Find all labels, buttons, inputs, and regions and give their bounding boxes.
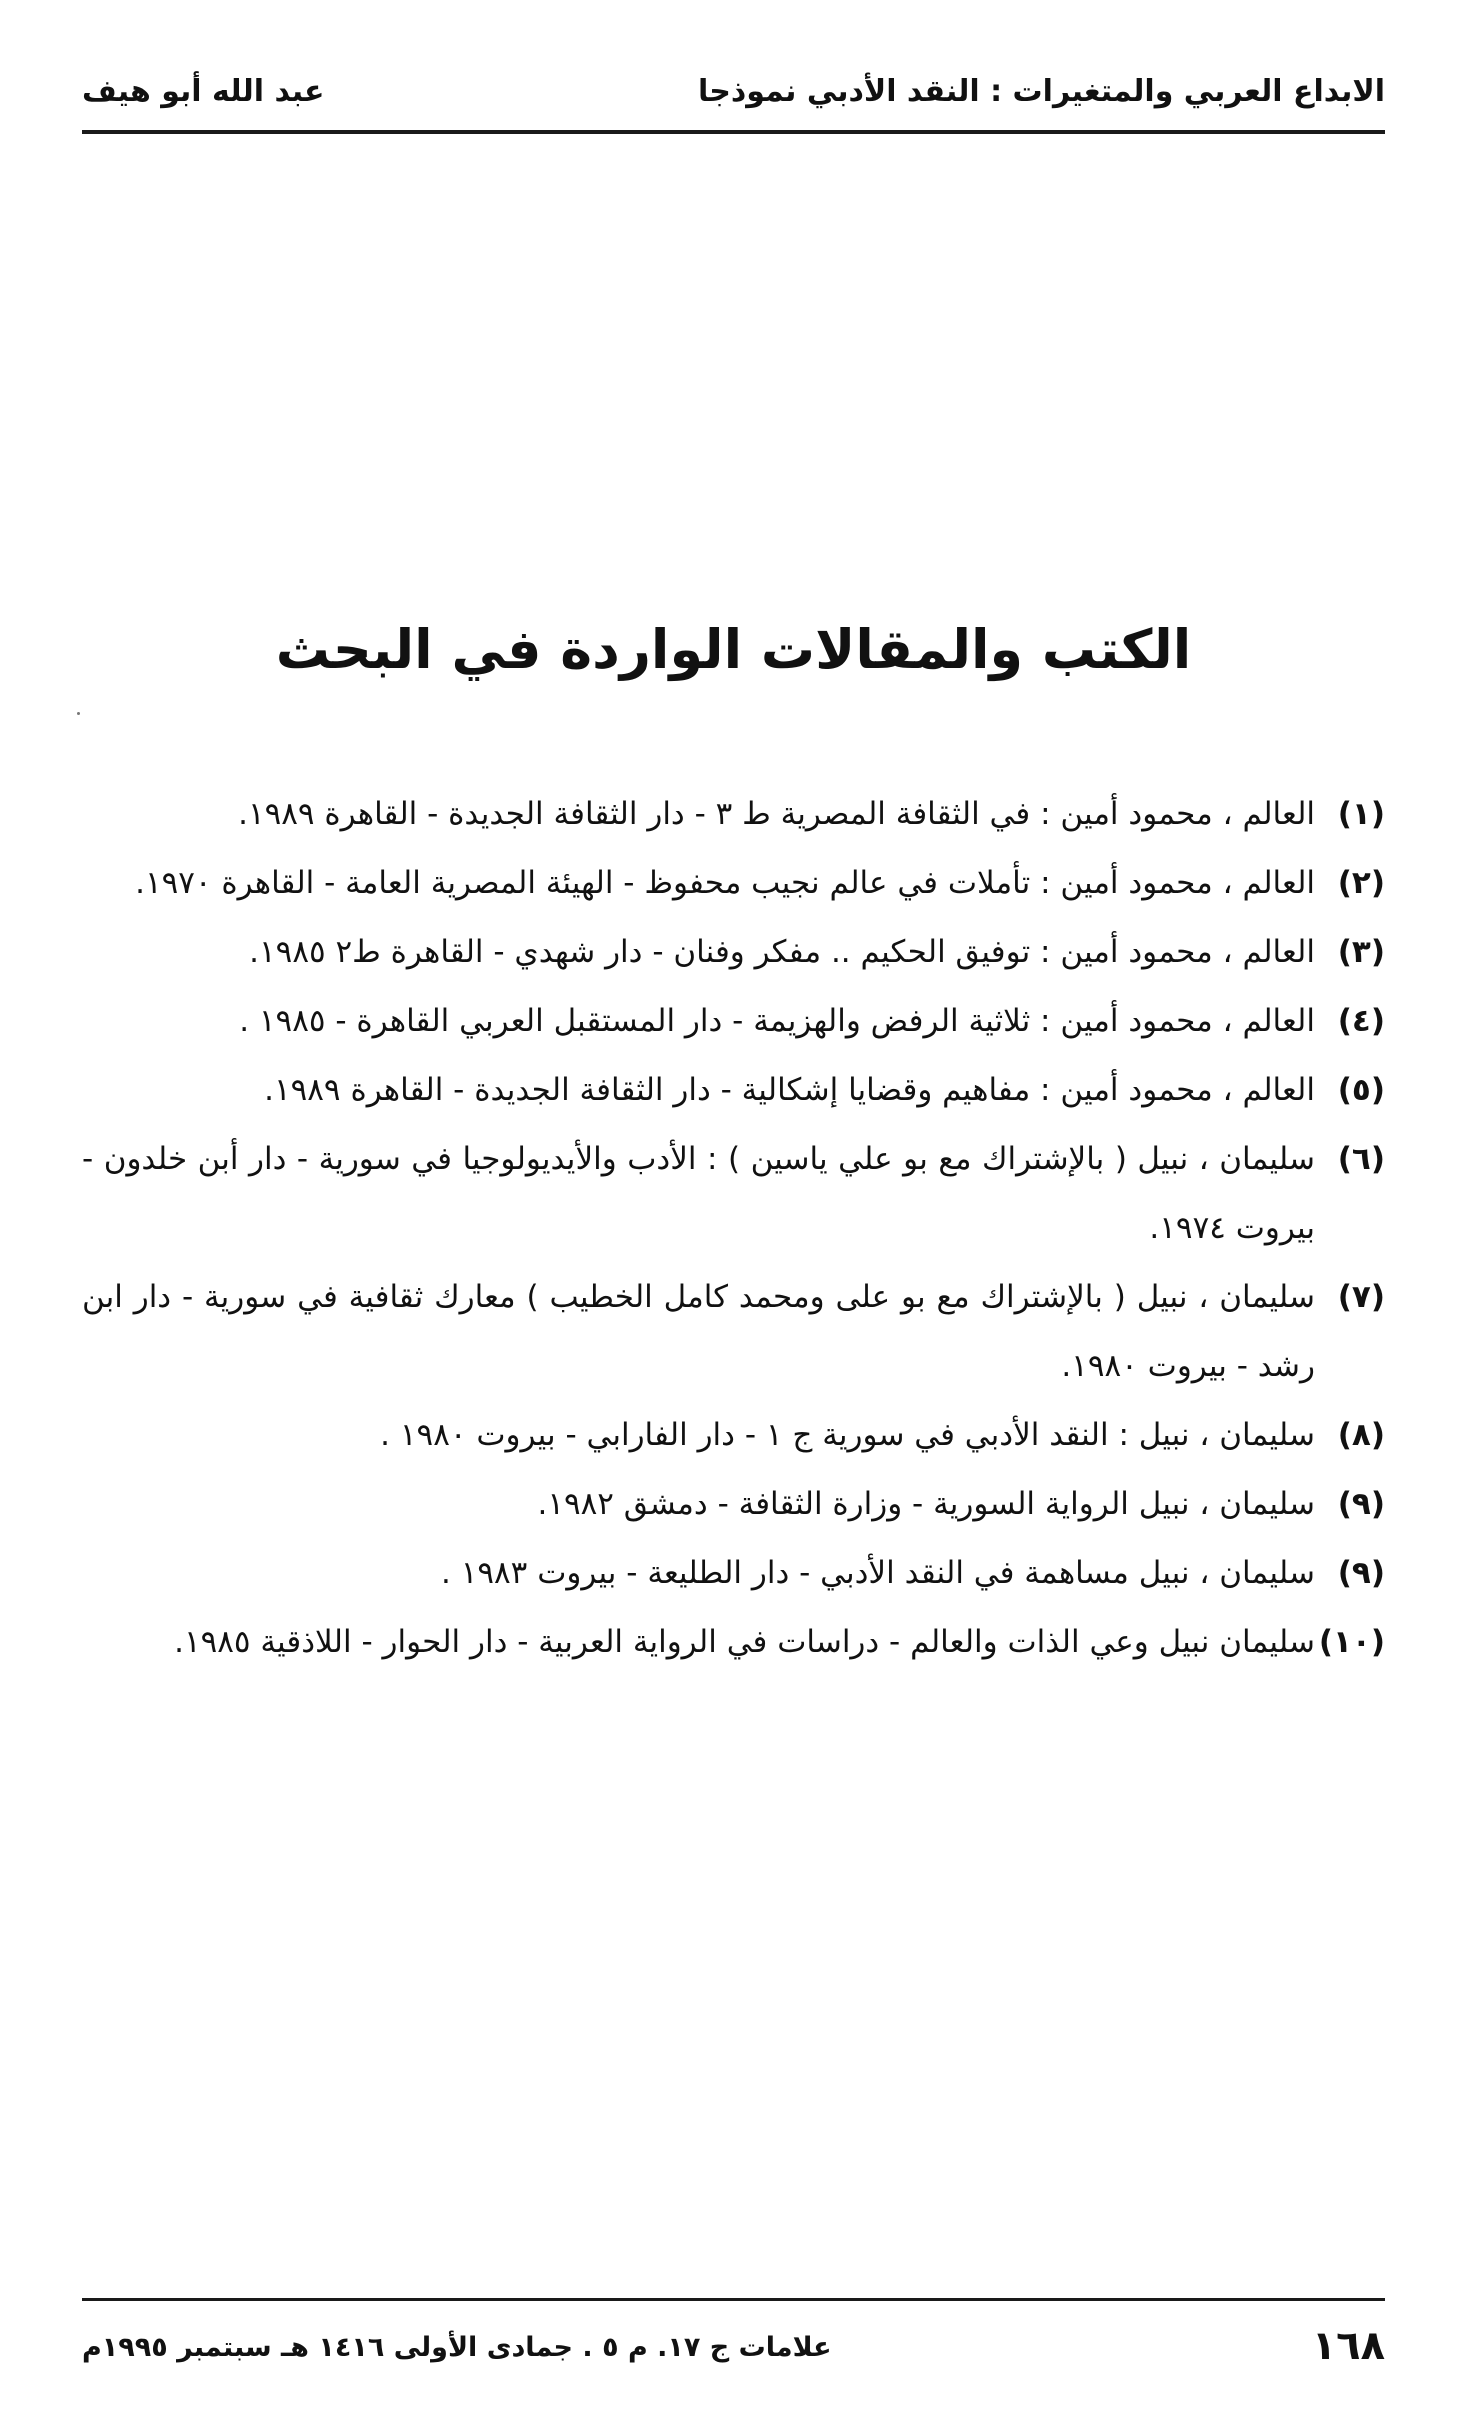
reference-number: (٦) (1337, 1141, 1385, 1177)
reference-text: سليمان ، نبيل الرواية السورية - وزارة الثقافة - دمشق ١٩٨٢. (537, 1486, 1315, 1522)
reference-text: العالم ، محمود أمين : تأملات في عالم نجيب محفوظ - الهيئة المصرية العامة - القاهرة ١٩٧٠. (135, 865, 1315, 901)
reference-item (82, 987, 1385, 1056)
journal-issue-info: علامات ج ١٧. م ٥ . جمادى الأولى ١٤١٦ هـ سبتمبر ١٩٩٥م (82, 2332, 832, 2363)
reference-text: سليمان ، نبيل : النقد الأدبي في سورية ج ١ - دار الفارابي - بيروت ١٩٨٠ . (380, 1417, 1315, 1453)
reference-text: سليمان ، نبيل ( بالإشتراك مع بو علي ياسين ) : الأدب والأيديولوجيا في سورية - دار أبن خلدون - بيروت ١٩٧٤. (82, 1141, 1315, 1246)
reference-number: (٧) (1337, 1279, 1385, 1315)
reference-item (82, 1263, 1385, 1401)
reference-item (82, 780, 1385, 849)
reference-item (82, 849, 1385, 918)
reference-number: (٣) (1337, 934, 1385, 970)
references-list (82, 780, 1385, 1677)
reference-text: العالم ، محمود أمين : في الثقافة المصرية ط ٣ - دار الثقافة الجديدة - القاهرة ١٩٨٩. (238, 796, 1315, 832)
reference-text: سليمان نبيل وعي الذات والعالم - دراسات في الرواية العربية - دار الحوار - اللاذقية ١٩٨٥. (174, 1624, 1315, 1660)
reference-text: العالم ، محمود أمين : توفيق الحكيم .. مفكر وفنان - دار شهدي - القاهرة ط٢ ١٩٨٥. (249, 934, 1315, 970)
reference-number: (٢) (1337, 865, 1385, 901)
reference-item (82, 1470, 1385, 1539)
reference-number: (١) (1337, 796, 1385, 832)
reference-item (82, 1539, 1385, 1608)
reference-number: (٩) (1337, 1486, 1385, 1522)
running-header (82, 66, 1385, 134)
reference-text: سليمان ، نبيل مساهمة في النقد الأدبي - دار الطليعة - بيروت ١٩٨٣ . (441, 1555, 1315, 1591)
reference-number: (١٠) (1318, 1624, 1385, 1660)
reference-number: (٥) (1337, 1072, 1385, 1108)
reference-number: (٤) (1337, 1003, 1385, 1039)
running-header-title: الابداع العربي والمتغيرات : النقد الأدبي نموذجا (697, 74, 1385, 109)
reference-item (82, 1608, 1385, 1677)
page-footer (82, 2298, 1385, 2381)
reference-text: العالم ، محمود أمين : ثلاثية الرفض والهزيمة - دار المستقبل العربي القاهرة - ١٩٨٥ . (239, 1003, 1315, 1039)
running-header-author: عبد الله أبو هيف (82, 74, 325, 109)
reference-text: العالم ، محمود أمين : مفاهيم وقضايا إشكالية - دار الثقافة الجديدة - القاهرة ١٩٨٩. (264, 1072, 1315, 1108)
reference-number: (٨) (1337, 1417, 1385, 1453)
reference-item (82, 1401, 1385, 1470)
page-number: ١٦٨ (1311, 2323, 1385, 2369)
reference-text: سليمان ، نبيل ( بالإشتراك مع بو على ومحمد كامل الخطيب ) معارك ثقافية في سورية - دار ابن رشد - بيروت ١٩٨٠. (82, 1279, 1315, 1384)
reference-item (82, 1125, 1385, 1263)
section-title: الكتب والمقالات الواردة في البحث (275, 618, 1192, 681)
reference-item (82, 918, 1385, 987)
scan-speck (77, 712, 80, 715)
reference-item (82, 1056, 1385, 1125)
reference-number: (٩) (1337, 1555, 1385, 1591)
